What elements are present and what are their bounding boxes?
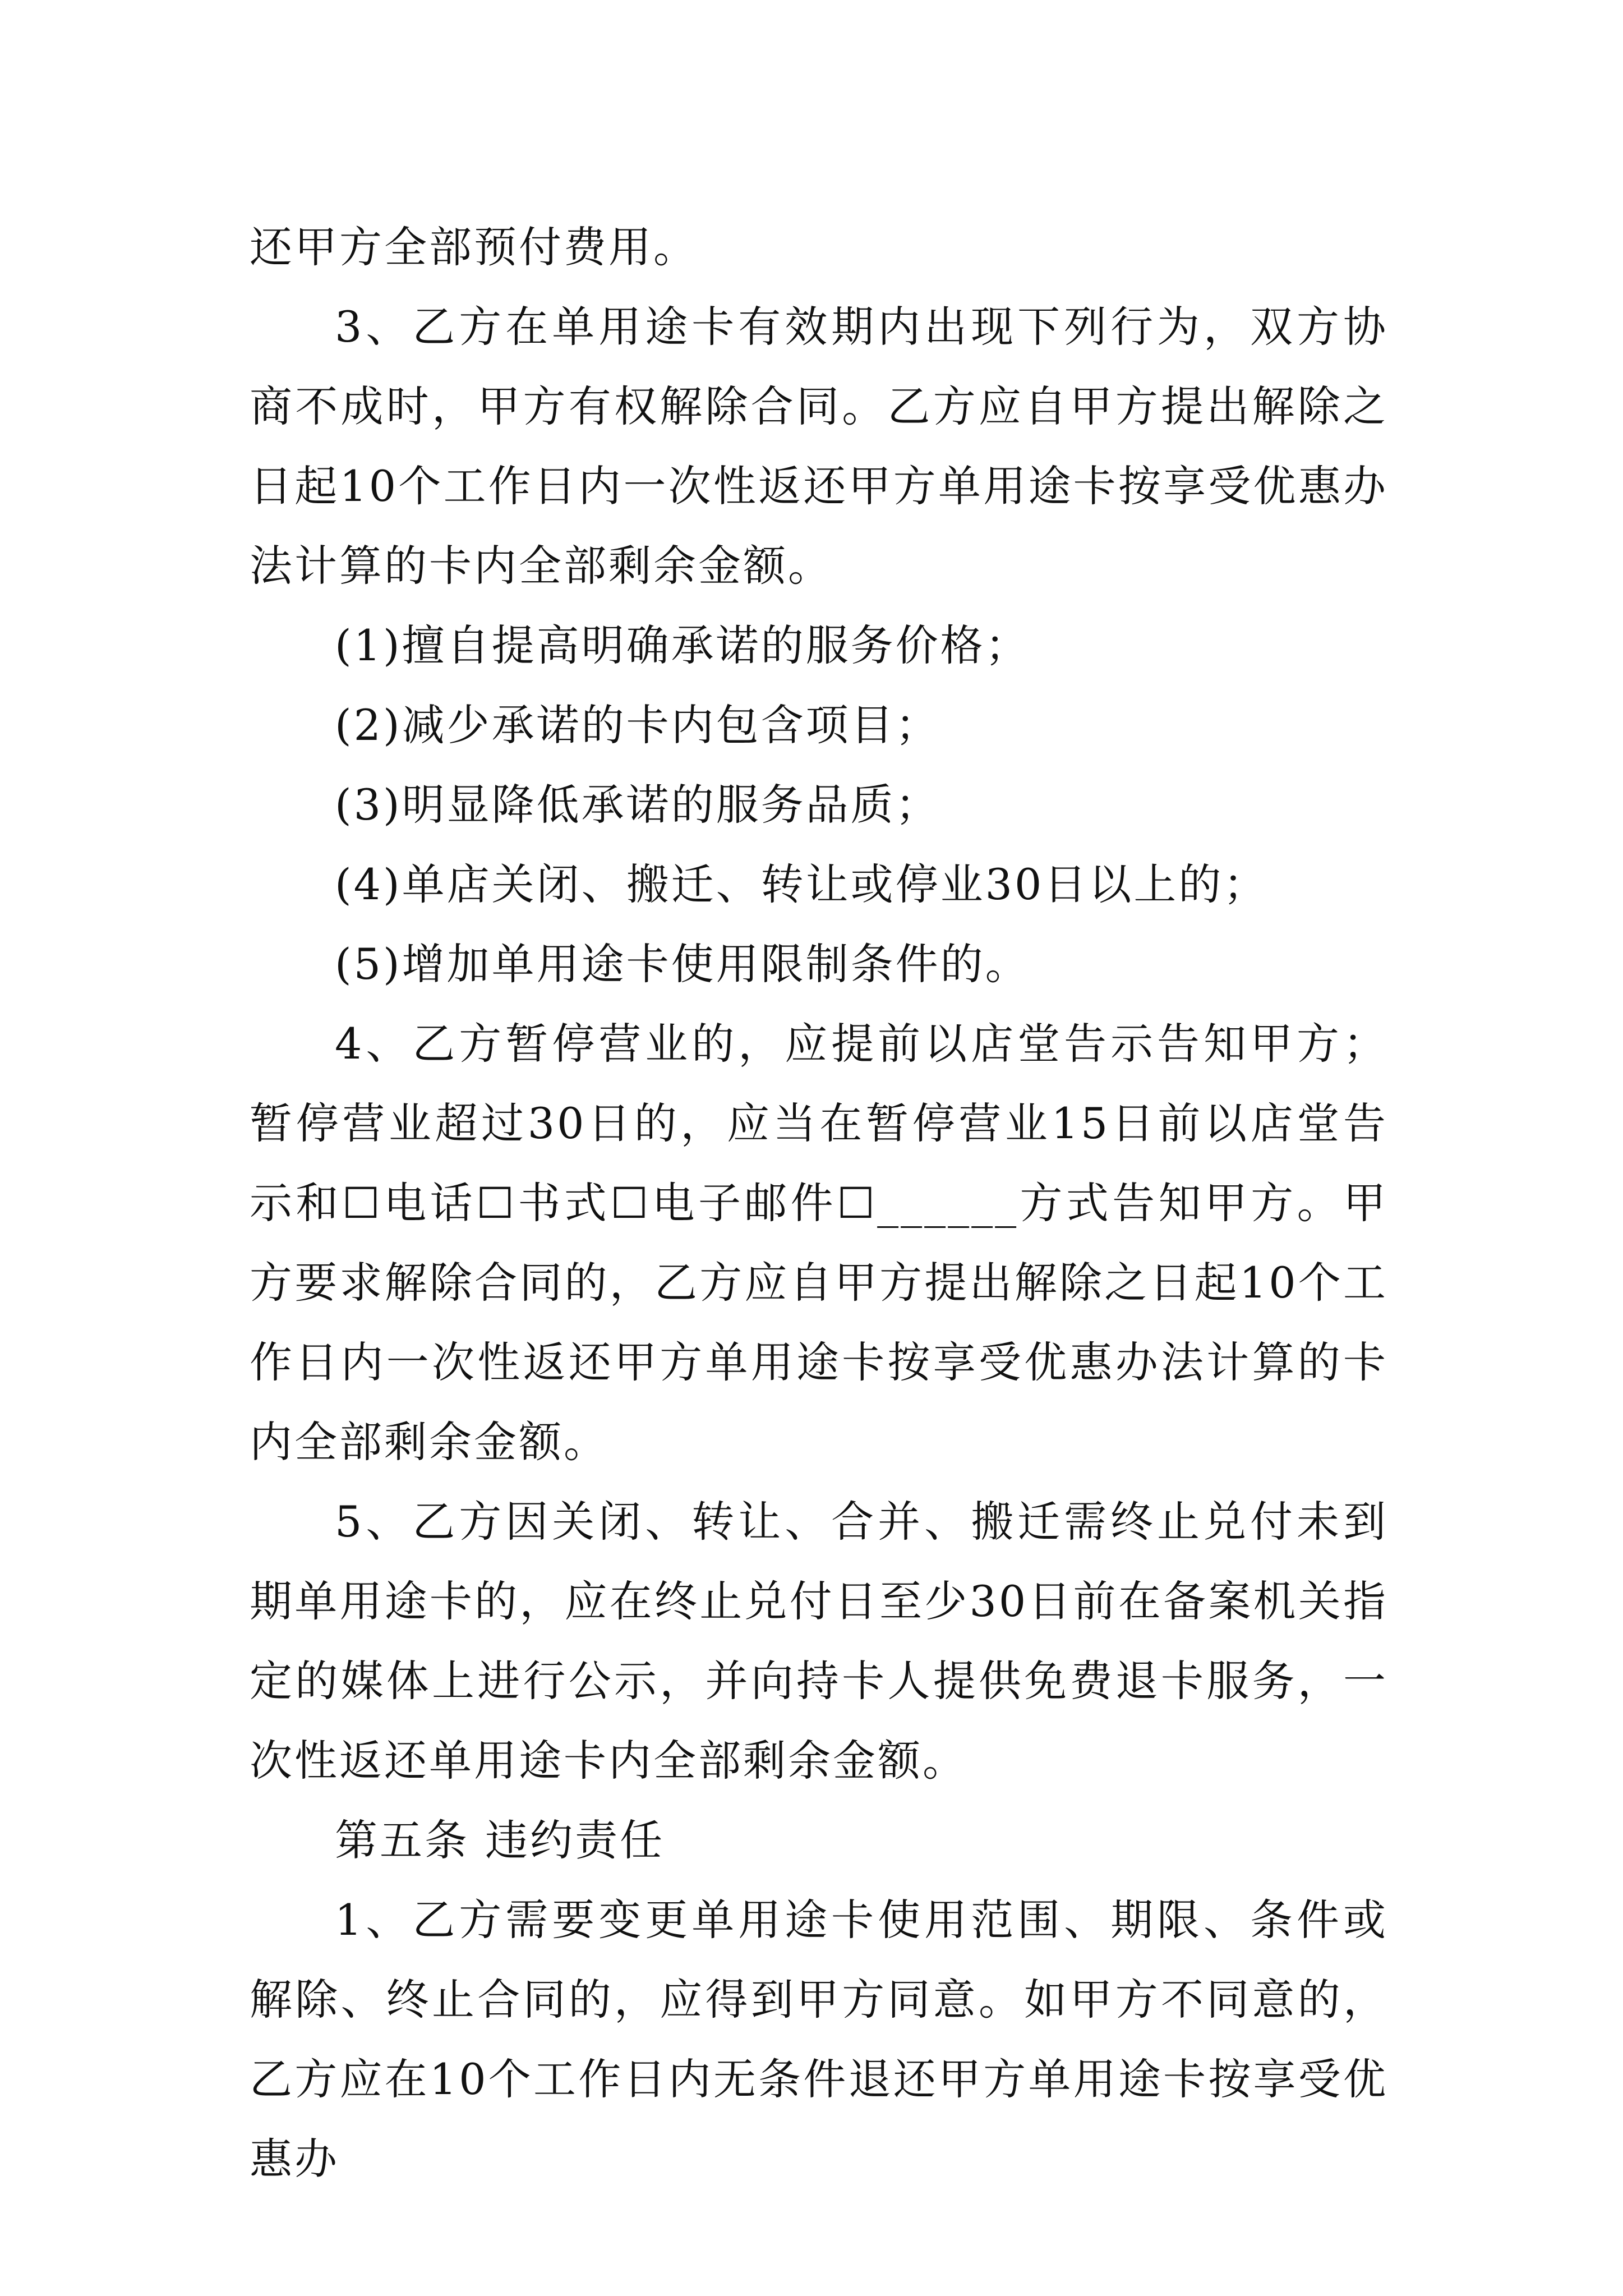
paragraph-breach-1: 1、乙方需要变更单用途卡使用范围、期限、条件或解除、终止合同的，应得到甲方同意。如甲方不同意的，乙方应在10个工作日内无条件退还甲方单用途卡按享受优惠办 [250, 1895, 1388, 2184]
paragraph-continuation: 还甲方全部预付费用。 [250, 222, 698, 272]
paragraph-clause-4: 4、乙方暂停营业的，应提前以店堂告示告知甲方；暂停营业超过30日的，应当在暂停营业15日前以店堂告示和☐电话☐书式☐电子邮件☐______方式告知甲方。甲方要求解除合同的，乙方应自甲方提出解除之日起10个工作日内一次性返还甲方单用途卡按享受优惠办法计算的卡内全部剩余金额。 [250, 1019, 1388, 1467]
section-heading: 第五条 违约责任 [335, 1815, 665, 1865]
list-item-5: (5)增加单用途卡使用限制条件的。 [335, 939, 1030, 989]
list-item-1: (1)擅自提高明确承诺的服务价格； [335, 620, 1030, 670]
list-item-3: (3)明显降低承诺的服务品质； [335, 780, 940, 830]
paragraph-clause-5: 5、乙方因关闭、转让、合并、搬迁需终止兑付未到期单用途卡的，应在终止兑付日至少30日前在备案机关指定的媒体上进行公示，并向持卡人提供免费退卡服务，一次性返还单用途卡内全部剩余金额。 [250, 1497, 1388, 1786]
document-body [250, 208, 1388, 2199]
paragraph-clause-3: 3、乙方在单用途卡有效期内出现下列行为，双方协商不成时，甲方有权解除合同。乙方应自甲方提出解除之日起10个工作日内一次性返还甲方单用途卡按享受优惠办法计算的卡内全部剩余金额。 [250, 302, 1388, 591]
list-item-2: (2)减少承诺的卡内包含项目； [335, 700, 940, 750]
list-item-4: (4)单店关闭、搬迁、转让或停业30日以上的； [335, 859, 1269, 909]
